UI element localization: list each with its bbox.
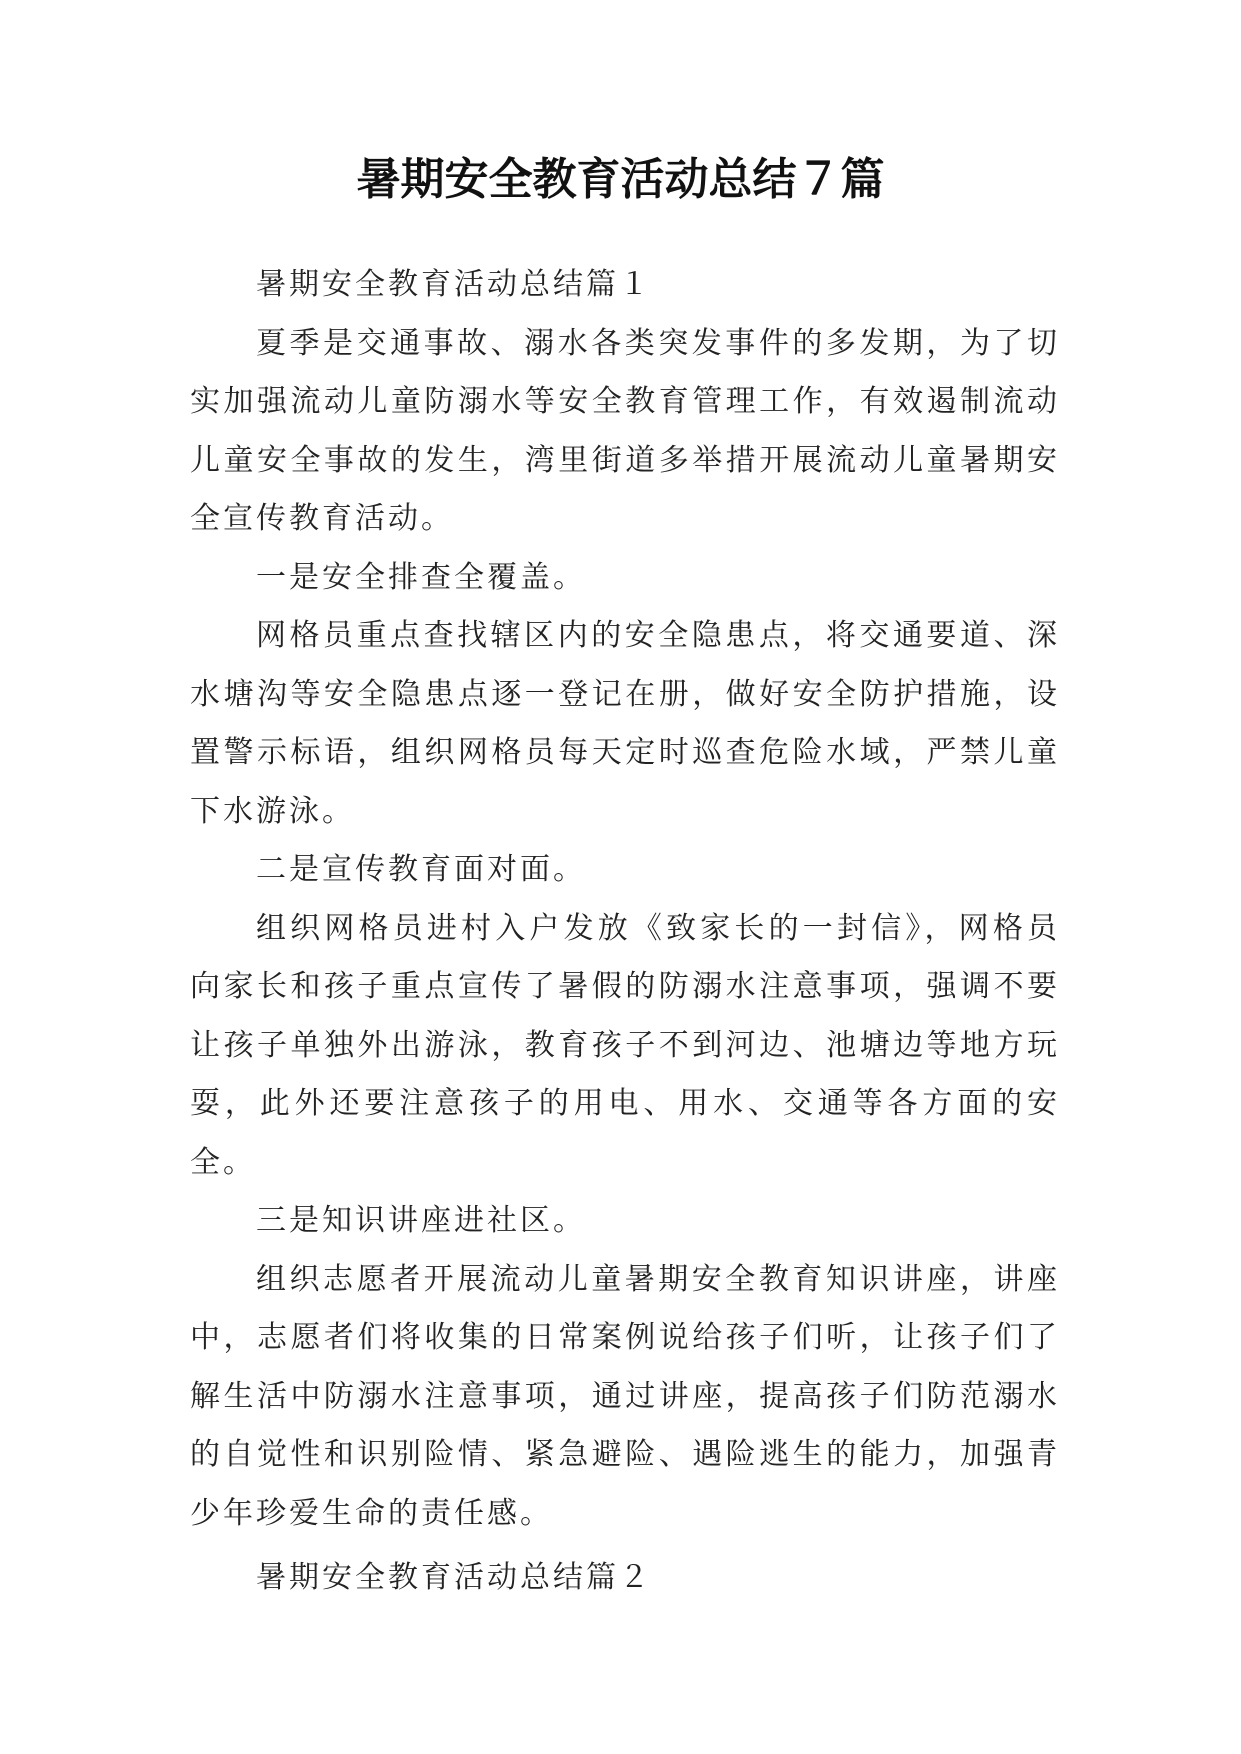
section-heading-2: 暑期安全教育活动总结篇２	[256, 1560, 652, 1595]
paragraph-intro: 夏季是交通事故、溺水各类突发事件的多发期，为了切实加强流动儿童防溺水等安全教育管理工作，有效遏制流动儿童安全事故的发生，湾里街道多举措开展流动儿童暑期安全宣传教育活动。	[190, 325, 1060, 536]
point-heading-2: 二是宣传教育面对面。	[256, 852, 586, 887]
paragraph-point-2: 组织网格员进村入户发放《致家长的一封信》，网格员向家长和孩子重点宣传了暑假的防溺水注意事项，强调不要让孩子单独外出游泳，教育孩子不到河边、池塘边等地方玩耍，此外还要注意孩子的用电、用水、交通等各方面的安全。	[190, 910, 1060, 1180]
paragraph-point-3: 组织志愿者开展流动儿童暑期安全教育知识讲座，讲座中，志愿者们将收集的日常案例说给孩子们听，让孩子们了解生活中防溺水注意事项，通过讲座，提高孩子们防范溺水的自觉性和识别险情、紧急避险、遇险逃生的能力，加强青少年珍爱生命的责任感。	[190, 1261, 1060, 1531]
point-heading-3: 三是知识讲座进社区。	[256, 1203, 586, 1238]
document-body	[190, 256, 1060, 1608]
section-heading-1: 暑期安全教育活动总结篇１	[256, 267, 652, 302]
point-heading-1: 一是安全排查全覆盖。	[256, 559, 586, 595]
document-title: 暑期安全教育活动总结７篇	[356, 154, 885, 205]
paragraph-point-1: 网格员重点查找辖区内的安全隐患点，将交通要道、深水塘沟等安全隐患点逐一登记在册，做好安全防护措施，设置警示标语，组织网格员每天定时巡查危险水域，严禁儿童下水游泳。	[190, 618, 1060, 829]
